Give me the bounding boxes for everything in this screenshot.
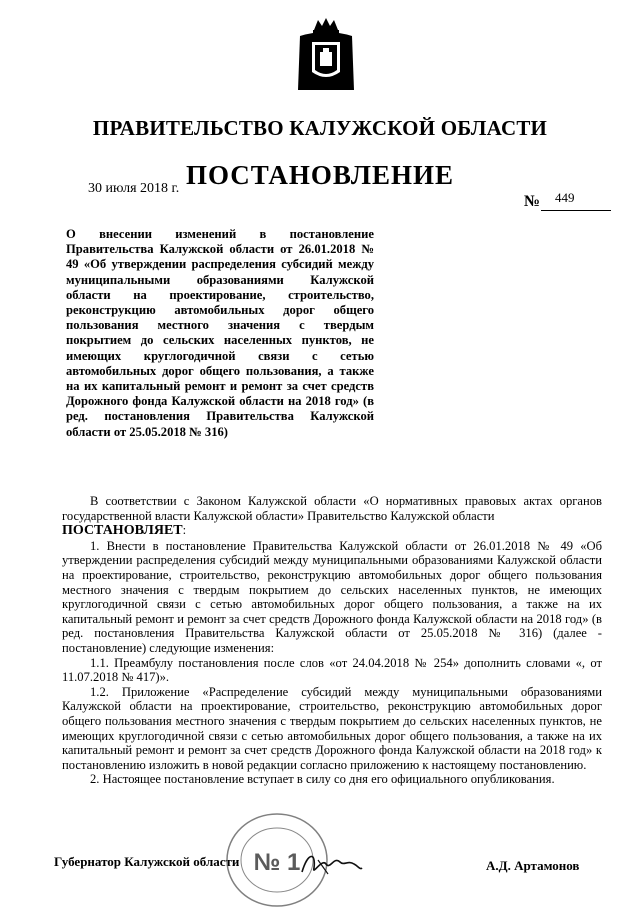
preamble-paragraph [62, 494, 602, 523]
item-1-2: 1.2. Приложение «Распределение субсидий между муниципальными образованиями Калужской области на проектирование, строительство, реконструкцию автомобильных дорог общего пользования местного значения с твердым покрытием до сельских населенных пунктов, не имеющих круглогодичной связи с сетью автомобильных дорог общего пользования, а также на их капитальный ремонт и ремонт за счет средств Дорожного фонда Калужской области на 2018 год» к постановлению изложить в новой редакции согласно приложению к настоящему постановлению. [62, 684, 602, 772]
item-2: 2. Настоящее постановление вступает в силу со дня его официального опубликования. [90, 772, 555, 787]
document-date: 30 июля 2018 г. [88, 181, 180, 196]
item-1: 1. Внести в постановление Правительства Калужской области от 26.01.2018 № 49 «Об утверждении распределения субсидий между муниципальными образованиями Калужской области на проектирование, строительство, реконструкцию автомобильных дорог общего пользования местного значения с твердым покрытием до сельских населенных пунктов, не имеющих круглогодичной связи с сетью автомобильных дорог общего пользования, а также на их капитальный ремонт и ремонт за счет средств Дорожного фонда Калужской области на 2018 год» (в ред. постановления Правительства Калужской области от 25.05.2018 № 316) (далее - постановление) следующие изменения: [62, 538, 602, 655]
document-subject: О внесении изменений в постановление Правительства Калужской области от 26.01.2018 № 49 «Об утверждении распределения субсидий между муниципальными образованиями Калужской области на проектирование, строительство, реконструкцию автомобильных дорог общего пользования местного значения с твердым покрытием до сельских населенных пунктов, не имеющих круглогодичной связи с сетью автомобильных дорог общего пользования, а также на их капитальный ремонт и ремонт за счет средств Дорожного фонда Калужской области на 2018 год» (в ред. постановления Правительства Калужской области от 25.05.2018 № 316) [66, 227, 374, 439]
stamp-number: № 1 [253, 849, 301, 876]
handwritten-signature [298, 846, 364, 880]
signatory-name: А.Д. Артамонов [486, 858, 580, 873]
coat-of-arms-emblem [296, 16, 356, 94]
signatory-position: Губернатор Калужской области [54, 854, 240, 869]
document-type-heading: ПОСТАНОВЛЕНИЕ [185, 160, 455, 190]
item-1-1: 1.1. Преамбулу постановления после слов «от 24.04.2018 № 254» дополнить словами «, от 11.07.2018 № 417)». [62, 655, 602, 685]
number-label: № [524, 193, 541, 210]
decree-word: ПОСТАНОВЛЯЕТ [62, 523, 183, 539]
document-body [62, 494, 602, 787]
document-number: 449 [555, 190, 575, 205]
preamble-text: В соответствии с Законом Калужской области «О нормативных правовых актах органов государственной власти Калужской области» Правительство Калужской области [62, 494, 602, 523]
number-underline [541, 210, 611, 211]
decree-punct: : [182, 523, 187, 538]
decree-line [62, 523, 602, 539]
government-title: ПРАВИТЕЛЬСТВО КАЛУЖСКОЙ ОБЛАСТИ [92, 116, 548, 140]
